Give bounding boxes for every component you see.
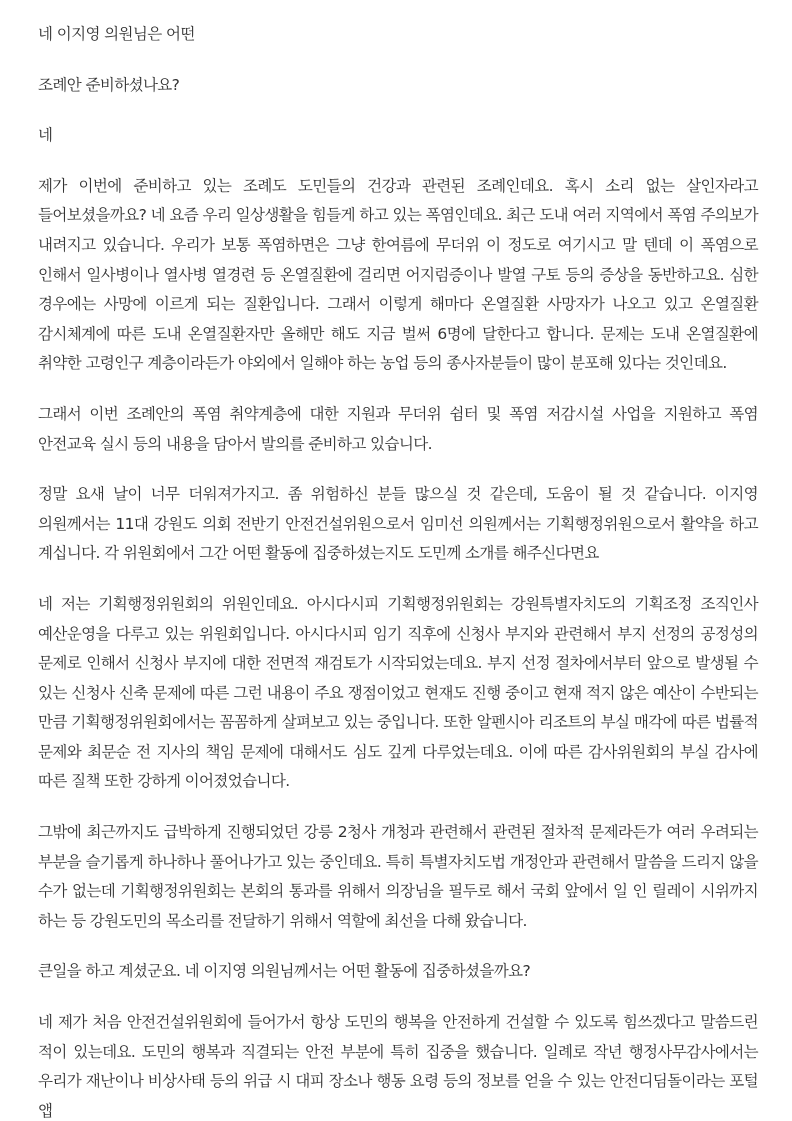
- paragraph: 제가 이번에 준비하고 있는 조례도 도민들의 건강과 관련된 조례인데요. 혹시 소리 없는 살인자라고 들어보셨을까요? 네 요즘 우리 일상생활을 힘들게 하고 있는 폭염인데요. 최근 도내 여러 지역에서 폭염 주의보가 내려지고 있습니다. 우리가 보통 폭염하면은 그냥 한여름에 무더위 이 정도로 여기시고 말 텐데 이 폭염으로 인해서 일사병이나 열사병 열경련 등 온열질환에 걸리면 어지럼증이나 발열 구토 등의 증상을 동반하고요. 심한 경우에는 사망에 이르게 되는 질환입니다. 그래서 이렇게 해마다 온열질환 사망자가 나오고 있고 온열질환 감시체계에 따른 도내 온열질환자만 올해만 해도 지금 벌써 6명에 달한다고 합니다. 문제는 도내 온열질환에 취약한 고령인구 계층이라든가 야외에서 일해야 하는 농업 등의 종사자분들이 많이 분포해 있다는 것인데요.: [38, 176, 758, 373]
- paragraph: 네 이지영 의원님은 어떤: [38, 25, 195, 43]
- paragraph: 그래서 이번 조례안의 폭염 취약계층에 대한 지원과 무더위 쉼터 및 폭염 저감시설 사업을 지원하고 폭염 안전교육 실시 등의 내용을 담아서 발의를 준비하고 있습니다.: [38, 404, 758, 453]
- paragraph: 그밖에 최근까지도 급박하게 진행되었던 강릉 2청사 개청과 관련해서 관련된 절차적 문제라든가 여러 우려되는 부분을 슬기롭게 하나하나 풀어나가고 있는 중인데요. 특히 특별자치도법 개정안과 관련해서 말씀을 드리지 않을 수가 없는데 기획행정위원회는 본회의 통과를 위해서 의장님을 필두로 해서 국회 앞에서 일 인 릴레이 시위까지 하는 등 강원도민의 목소리를 전달하기 위해서 역할에 최선을 다해 왔습니다.: [38, 823, 758, 930]
- paragraph: 네 저는 기획행정위원회의 위원인데요. 아시다시피 기획행정위원회는 강원특별자치도의 기획조정 조직인사 예산운영을 다루고 있는 위원회입니다. 아시다시피 임기 직후에 신청사 부지와 관련해서 부지 선정의 공정성의 문제로 인해서 신청사 부지에 대한 전면적 재검토가 시작되었는데요. 부지 선정 절차에서부터 앞으로 발생될 수 있는 신청사 신축 문제에 따른 그런 내용이 주요 쟁점이었고 현재도 진행 중이고 현재 적지 않은 예산이 수반되는 만큼 기획행정위원회에서는 꼼꼼하게 살펴보고 있는 중입니다. 또한 알펜시아 리조트의 부실 매각에 따른 법률적 문제와 최문순 전 지사의 책임 문제에 대해서도 심도 깊게 다루었는데요. 이에 따른 감사위원회의 부실 감사에 따른 질책 또한 강하게 이어졌었습니다.: [38, 594, 758, 791]
- paragraph: 네: [38, 126, 53, 145]
- paragraph: 큰일을 하고 계셨군요. 네 이지영 의원님께서는 어떤 활동에 집중하셨을까요?: [38, 962, 531, 981]
- paragraph: 네 제가 처음 안전건설위원회에 들어가서 항상 도민의 행복을 안전하게 건설할 수 있도록 힘쓰겠다고 말씀드린 적이 있는데요. 도민의 행복과 직결되는 안전 부분에 특히 집중을 했습니다. 일례로 작년 행정사무감사에서는 우리가 재난이나 비상사태 등의 위급 시 대피 장소나 행동 요령 등의 정보를 얻을 수 있는 안전디딤돌이라는 포털 앱: [38, 1013, 758, 1120]
- paragraph: 조례안 준비하셨나요?: [38, 75, 180, 94]
- paragraph: 정말 요새 날이 너무 더워져가지고. 좀 위험하신 분들 많으실 것 같은데, 도움이 될 것 같습니다. 이지영 의원께서는 11대 강원도 의회 전반기 안전건설위원으로서 임미선 의원께서는 기획행정위원으로서 활약을 하고 계십니다. 각 위원회에서 그간 어떤 활동에 집중하셨는지도 도민께 소개를 해주신다면요: [38, 485, 758, 563]
